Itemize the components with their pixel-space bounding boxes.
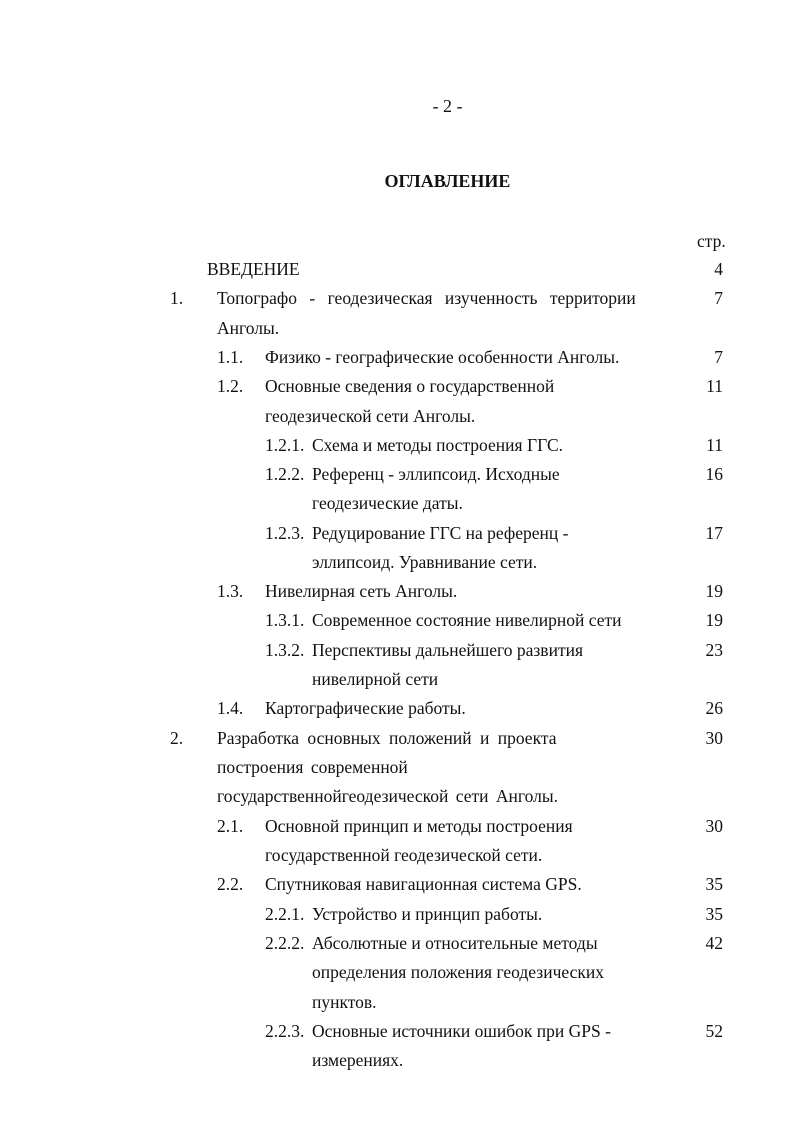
toc-entry-1-3-2-number: 1.3.2. [265, 640, 305, 660]
toc-entry-2-text-line3: государственнойгеодезической сети Анголы. [217, 786, 558, 806]
toc-entry-1-2-3-text-line2: эллипсоид. Уравнивание сети. [312, 552, 538, 572]
toc-entry-1-3-2-page: 23 [705, 640, 723, 660]
toc-entry-1-1-page: 7 [714, 347, 723, 367]
toc-entry-1-page: 7 [714, 288, 723, 308]
toc-entry-1-2-1-text: Схема и методы построения ГГС. [312, 435, 563, 455]
toc-entry-2-1-number: 2.1. [217, 816, 244, 836]
toc-entry-1-number: 1. [170, 288, 184, 308]
page-column-header: стр. [697, 231, 726, 251]
toc-entry-1-2-3-text-line1: Редуцирование ГГС на референц - [312, 523, 569, 543]
toc-entry-1-3-2-text-line2: нивелирной сети [312, 669, 439, 689]
toc-entry-1-3-page: 19 [705, 581, 723, 601]
toc-entry-2-2-2-page: 42 [705, 933, 723, 953]
toc-entry-2-2-1-page: 35 [705, 904, 723, 924]
toc-entry-1-2-2-text-line2: геодезические даты. [312, 493, 463, 513]
toc-entry-1-3-2-text-line1: Перспективы дальнейшего развития [312, 640, 584, 660]
toc-entry-1-2-1-page: 11 [706, 435, 723, 455]
toc-entry-2-2-text: Спутниковая навигационная система GPS. [265, 874, 582, 894]
toc-entry-1-1-text: Физико - географические особенности Анголы. [265, 347, 620, 367]
toc-entry-1-3-1-text: Современное состояние нивелирной сети [312, 610, 622, 630]
toc-entry-2-2-2-text-line2: определения положения геодезических [312, 962, 604, 982]
toc-entry-1-2-3-number: 1.2.3. [265, 523, 305, 543]
toc-entry-2-text-line1: Разработка основных положений и проекта [217, 728, 557, 748]
toc-entry-1-3-number: 1.3. [217, 581, 244, 601]
toc-entry-2-2-3-text-line2: измерениях. [312, 1050, 404, 1070]
toc-entry-1-2-2-page: 16 [705, 464, 723, 484]
toc-entry-2-1-text-line2: государственной геодезической сети. [265, 845, 543, 865]
page-number: - 2 - [432, 96, 463, 116]
toc-entry-1-2-2-number: 1.2.2. [265, 464, 305, 484]
toc-entry-1-2-text-line2: геодезической сети Анголы. [265, 406, 476, 426]
toc-entry-2-2-1-number: 2.2.1. [265, 904, 305, 924]
toc-entry-2-2-2-text-line3: пунктов. [312, 992, 377, 1012]
toc-entry-1-2-2-text-line1: Референц - эллипсоид. Исходные [312, 464, 560, 484]
toc-entry-2-page: 30 [705, 728, 723, 748]
toc-entry-1-2-page: 11 [706, 376, 723, 396]
toc-entry-1-2-text-line1: Основные сведения о государственной [265, 376, 555, 396]
toc-entry-1-3-1-page: 19 [705, 610, 723, 630]
toc-entry-2-2-page: 35 [705, 874, 723, 894]
toc-entry-1-text-line1: Топографо - геодезическая изученность территории [217, 288, 636, 308]
toc-entry-1-1-number: 1.1. [217, 347, 244, 367]
toc-entry-2-number: 2. [170, 728, 184, 748]
toc-entry-1-4-text: Картографические работы. [265, 698, 466, 718]
toc-entry-1-4-page: 26 [705, 698, 723, 718]
toc-entry-2-2-3-page: 52 [705, 1021, 723, 1041]
toc-entry-1-3-1-number: 1.3.1. [265, 610, 305, 630]
toc-entry-1-2-1-number: 1.2.1. [265, 435, 305, 455]
toc-entry-1-4-number: 1.4. [217, 698, 244, 718]
toc-entry-2-1-text-line1: Основной принцип и методы построения [265, 816, 573, 836]
toc-entry-1-2-3-page: 17 [705, 523, 723, 543]
toc-entry-2-2-1-text: Устройство и принцип работы. [312, 904, 543, 924]
toc-title: ОГЛАВЛЕНИЕ [384, 171, 511, 191]
toc-entry-1-text-line2: Анголы. [217, 318, 280, 338]
toc-entry-intro-page: 4 [714, 259, 723, 279]
toc-entry-2-2-number: 2.2. [217, 874, 244, 894]
toc-entry-2-2-3-number: 2.2.3. [265, 1021, 305, 1041]
toc-entry-1-3-text: Нивелирная сеть Анголы. [265, 581, 458, 601]
toc-entry-2-2-2-text-line1: Абсолютные и относительные методы [312, 933, 598, 953]
toc-entry-intro-text: ВВЕДЕНИЕ [207, 259, 300, 279]
toc-entry-2-2-3-text-line1: Основные источники ошибок при GPS - [312, 1021, 611, 1041]
toc-entry-2-2-2-number: 2.2.2. [265, 933, 305, 953]
toc-entry-2-text-line2: построения современной [217, 757, 408, 777]
toc-entry-2-1-page: 30 [705, 816, 723, 836]
toc-entry-1-2-number: 1.2. [217, 376, 244, 396]
